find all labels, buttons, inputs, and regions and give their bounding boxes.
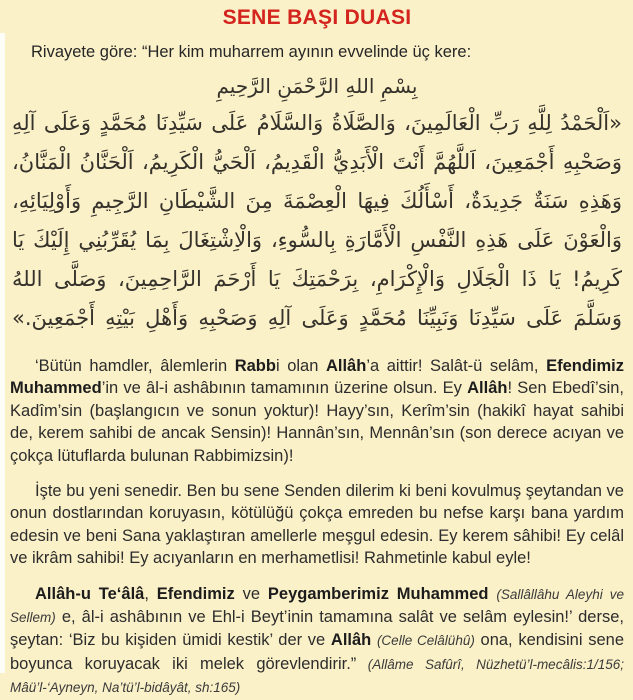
page-title: SENE BAŞI DUASI bbox=[222, 6, 412, 29]
arabic-prayer-line: وَالْعَوْنَ عَلَى هَذِهِ النَّفْسِ الْأَمَّارَةِ بِالسُّوءِ، وَالْاِشْتِغَالَ بِمَا يُقَرِّبُنِي إِلَيْكَ يَا bbox=[12, 228, 622, 252]
bismillah-text: بِسْمِ اللهِ الرَّحْمَنِ الرَّحِيمِ bbox=[216, 74, 418, 98]
citation-text: (Sallâllâhu Aleyhi ve Sellem) bbox=[10, 586, 624, 626]
translation-paragraph-1 bbox=[10, 355, 624, 467]
body-text: ona, kendisini sene boyunca koruyacak iki melek görevlendirir.” bbox=[10, 631, 624, 673]
emphasis-text: Efendimiz Muhammed bbox=[10, 357, 624, 398]
intro-text: Rivayete göre: “Her kim muharrem ayının evvelinde üç kere: bbox=[31, 43, 472, 61]
translation-paragraph-2 bbox=[10, 480, 624, 570]
body-text: ’in ve âl-i ashâbının tamamının üzerine olsun. Ey bbox=[101, 379, 468, 398]
emphasis-text: Allâh bbox=[467, 379, 508, 398]
emphasis-text: Allâh bbox=[330, 631, 377, 650]
arabic-prayer-line: وَسَلَّمَ عَلَى سَيِّدِنَا وَنَبِيِّنَا مُحَمَّدٍ وَعَلَى آلِهِ وَصَحْبِهِ وَأَهْلِ بَيْتِهِ أَجْمَعِينَ.» bbox=[12, 306, 622, 330]
emphasis-text: Allâh bbox=[325, 357, 367, 375]
body-text: ’a aittir! Salât-ü selâm, bbox=[366, 357, 547, 375]
arabic-prayer-block bbox=[10, 68, 624, 338]
arabic-prayer-line: وَصَحْبِهِ أَجْمَعِينَ، اَللَّهُمَّ أَنْتَ الْأَبَدِيُّ الْقَدِيمُ، اَلْحَيُّ الْكَرِيمُ، اَلْحَنَّانُ الْمَنَّانُ، bbox=[12, 150, 622, 174]
translation-paragraph-3 bbox=[10, 583, 624, 700]
body-text: ve bbox=[234, 584, 268, 603]
body-text: , bbox=[144, 584, 157, 603]
page-scan-edge bbox=[0, 33, 5, 673]
body-text: e, âl-i ashâbının ve Ehl-i Beyt’inin tamamına salât ve selâm eylesin!’ derse, şeytan: ‘Biz bu kişiden ümidi kestik’ der ve bbox=[10, 608, 624, 650]
body-text: ! Sen Ebedî’sin, Kadîm’sin (başlangıcın ve sonun yoktur)! Hayy’sın, Kerîm’sin (hakikî hayat sahibi de, kerem sahibi de ancak Sensin)! Hannân’sın, Mennân’sın (son derece acıyan ve çokça lütuflarda bulunan Rabbimizsin)! bbox=[10, 379, 624, 465]
citation-text: (Celle Celâlühû) bbox=[376, 633, 475, 649]
emphasis-text: Rabb bbox=[234, 357, 276, 375]
body-text: ‘Bütün hamdler, âlemlerin bbox=[35, 357, 235, 375]
emphasis-text: Efendimiz bbox=[156, 584, 235, 603]
body-text: i olan bbox=[275, 357, 326, 375]
body-text: İşte bu yeni senedir. Ben bu sene Senden dilerim ki beni kovulmuş şeytandan ve onun dostlarından koruyasın, kötülüğü çokça emreden bu nefse karşı bana yardım edesin ve beni Sana yaklaştıran amellerle meşgul edesin. Ey kerem sâhibi! Ey celâl ve ikrâm sahibi! Ey acıyanların en merhametlisi! Rahmetinle kabul eyle! bbox=[10, 482, 624, 568]
arabic-prayer-line: كَرِيمُ! يَا ذَا الْجَلَالِ وَالْإِكْرَامِ، بِرَحْمَتِكَ يَا أَرْحَمَ الرَّاحِمِينَ، وَصَلَّى اللهُ bbox=[12, 267, 622, 291]
emphasis-text: Allâh-u Te‘âlâ bbox=[35, 584, 145, 603]
citation-text: (Allâme Safûrî, Nüzhetü’l-mecâlis:1/156; Mâü’l-‘Ayneyn, Na’tü’l-bidâyât, sh:165) bbox=[10, 656, 624, 696]
arabic-prayer-line: وَهَذِهِ سَنَةٌ جَدِيدَةٌ، أَسْأَلُكَ فِيهَا الْعِصْمَةَ مِنَ الشَّيْطَانِ الرَّجِيمِ وَأَوْلِيَائِهِ، bbox=[12, 189, 622, 213]
arabic-prayer-line: «اَلْحَمْدُ لِلَّهِ رَبِّ الْعَالَمِينَ، وَالصَّلَاةُ وَالسَّلَامُ عَلَى سَيِّدِنَا مُحَمَّدٍ وَعَلَى آلِهِ bbox=[12, 111, 622, 135]
emphasis-text: Peygamberimiz Muhammed bbox=[267, 584, 497, 603]
